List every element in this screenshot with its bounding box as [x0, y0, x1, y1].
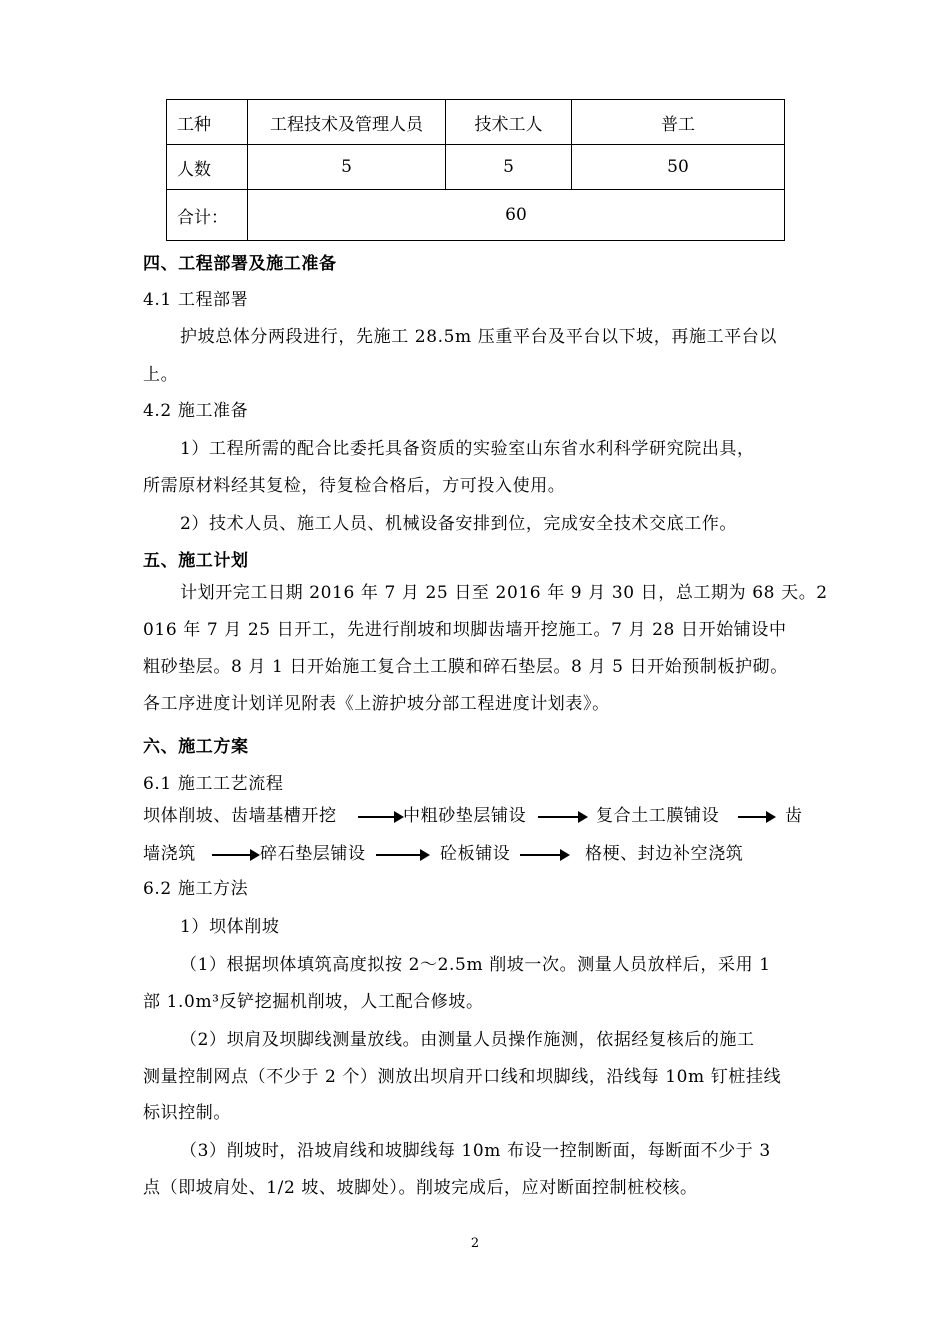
table-cell: 人数: [167, 145, 248, 190]
paragraph-line: （2）坝肩及坝脚线测量放线。由测量人员操作施测，依据经复核后的施工: [180, 1030, 755, 1050]
paragraph-line: 部 1.0m³反铲挖掘机削坡，人工配合修坡。: [143, 992, 484, 1012]
section-heading: 四、工程部署及施工准备: [143, 254, 337, 274]
table-cell: 工种: [167, 100, 248, 145]
table-cell: 工程技术及管理人员: [248, 100, 446, 145]
subsection-heading: 6.2 施工方法: [143, 879, 249, 899]
paragraph-line: 上。: [143, 365, 179, 385]
subsection-heading: 6.1 施工工艺流程: [143, 774, 284, 794]
flow-step: 碎石垫层铺设: [260, 844, 366, 864]
table-cell: 5: [248, 145, 446, 190]
table-row: [167, 100, 785, 145]
personnel-table: [166, 99, 785, 241]
list-item: 1）坝体削坡: [180, 917, 280, 937]
paragraph-line: 所需原材料经其复检，待复检合格后，方可投入使用。: [143, 476, 566, 496]
arrow-right-icon: [376, 854, 428, 856]
paragraph-line: 护坡总体分两段进行，先施工 28.5m 压重平台及平台以下坡，再施工平台以: [180, 327, 777, 347]
table-cell: 普工: [572, 100, 785, 145]
flow-step: 坝体削坡、齿墙基槽开挖: [143, 806, 337, 826]
subsection-heading: 4.1 工程部署: [143, 290, 249, 310]
arrow-right-icon: [212, 854, 258, 856]
paragraph-line: 粗砂垫层。8 月 1 日开始施工复合土工膜和碎石垫层。8 月 5 日开始预制板护砌。: [143, 657, 788, 677]
paragraph-line: （1）根据坝体填筑高度拟按 2～2.5m 削坡一次。测量人员放样后，采用 1: [180, 955, 771, 975]
table-cell: 50: [572, 145, 785, 190]
arrow-right-icon: [520, 854, 568, 856]
paragraph-line: 计划开完工日期 2016 年 7 月 25 日至 2016 年 9 月 30 日，总工期为 68 天。2: [180, 583, 828, 603]
table-row: [167, 190, 785, 241]
table-cell: 合计：: [167, 190, 248, 241]
subsection-heading: 4.2 施工准备: [143, 401, 249, 421]
table-cell: 60: [248, 190, 785, 241]
paragraph-line: 各工序进度计划详见附表《上游护坡分部工程进度计划表》。: [143, 694, 610, 714]
paragraph-line: 016 年 7 月 25 日开工，先进行削坡和坝脚齿墙开挖施工。7 月 28 日开始铺设中: [143, 620, 787, 640]
paragraph-line: 1）工程所需的配合比委托具备资质的实验室山东省水利科学研究院出具，: [180, 439, 755, 459]
table-cell: 5: [446, 145, 572, 190]
paragraph-line: （3）削坡时，沿坡肩线和坡脚线每 10m 布设一控制断面，每断面不少于 3: [180, 1141, 771, 1161]
paragraph-line: 2）技术人员、施工人员、机械设备安排到位，完成安全技术交底工作。: [180, 514, 738, 534]
paragraph-line: 点（即坡肩处、1/2 坡、坡脚处）。削坡完成后，应对断面控制桩校核。: [143, 1178, 698, 1198]
arrow-right-icon: [538, 816, 586, 818]
flow-step: 墙浇筑: [143, 844, 196, 864]
flow-step: 齿: [785, 806, 803, 826]
page-number: 2: [470, 1236, 480, 1251]
section-heading: 五、施工计划: [143, 551, 249, 571]
table-row: [167, 145, 785, 190]
flow-step: 砼板铺设: [440, 844, 511, 864]
arrow-right-icon: [738, 816, 774, 818]
section-heading: 六、施工方案: [143, 737, 249, 757]
flow-step: 复合土工膜铺设: [596, 806, 720, 826]
paragraph-line: 测量控制网点（不少于 2 个）测放出坝肩开口线和坝脚线，沿线每 10m 钉桩挂线: [143, 1067, 782, 1087]
flow-step: 格梗、封边补空浇筑: [585, 844, 744, 864]
paragraph-line: 标识控制。: [143, 1103, 231, 1123]
arrow-right-icon: [358, 816, 402, 818]
flow-step: 中粗砂垫层铺设: [403, 806, 527, 826]
table-cell: 技术工人: [446, 100, 572, 145]
